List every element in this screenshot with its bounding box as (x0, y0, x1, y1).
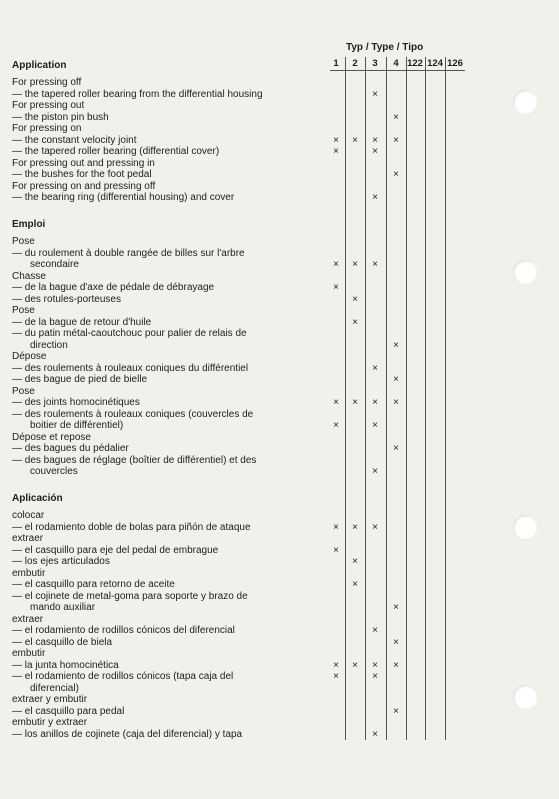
binder-hole (513, 685, 537, 709)
table-row-label: For pressing off (12, 77, 82, 88)
table-row-label: — el casquillo para eje del pedal de embrague (12, 544, 219, 556)
table-row-label: — du patin métal-caoutchouc pour palier de relais de (12, 328, 247, 339)
type-column-126: 126 (447, 58, 463, 69)
section-heading: Aplicación (12, 493, 63, 504)
applicability-mark: × (393, 705, 399, 717)
applicability-mark: × (372, 521, 378, 533)
table-row-label: — the constant velocity joint (12, 134, 137, 146)
applicability-mark: × (393, 602, 399, 613)
applicability-mark: × (352, 293, 358, 305)
applicability-mark: × (393, 169, 399, 180)
applicability-mark: × (372, 88, 378, 100)
applicability-mark: × (372, 420, 378, 431)
applicability-mark: × (393, 374, 399, 385)
applicability-mark: × (372, 625, 378, 636)
table-row-label: colocar (12, 510, 45, 521)
table-row-label: — des roulements à rouleaux coniques (couvercles de (12, 408, 254, 420)
type-column-124: 124 (427, 58, 443, 69)
applicability-mark: × (333, 282, 339, 293)
table-row-label: For pressing out (12, 100, 85, 111)
type-column-header: Typ / Type / Tipo (346, 42, 424, 53)
table-row-label: — des bagues du pédalier (12, 443, 129, 454)
table-row-label: — des bague de pied de bielle (12, 374, 148, 385)
applicability-mark: × (372, 728, 378, 740)
table-row-label: — des bagues de réglage (boîtier de différentiel) et des (12, 454, 257, 466)
applicability-mark: × (333, 397, 339, 408)
table-row-label: mando auxiliar (30, 602, 96, 613)
applicability-mark: × (333, 420, 339, 431)
binder-hole (513, 515, 537, 539)
table-row-label: For pressing on (12, 123, 82, 134)
table-row-label: embutir y extraer (12, 717, 88, 728)
column-divider (406, 57, 407, 740)
table-row-label: — los anillos de cojinete (caja del diferencial) y tapa (12, 728, 243, 740)
table-row-label: — the bearing ring (differential housing) and cover (12, 192, 235, 203)
table-row-label: — the tapered roller bearing from the differential housing (12, 88, 263, 100)
applicability-mark: × (352, 134, 358, 146)
table-row-label: — el cojinete de metal-goma para soporte y brazo de (12, 590, 248, 602)
type-column-4: 4 (393, 58, 399, 69)
binder-hole (513, 90, 537, 114)
section-heading: Emploi (12, 219, 46, 230)
applicability-mark: × (352, 579, 358, 590)
applicability-mark: × (352, 659, 358, 671)
applicability-mark: × (393, 134, 399, 146)
column-divider (425, 57, 426, 740)
table-row-label: — des roulements à rouleaux coniques du différentiel (12, 362, 249, 374)
applicability-mark: × (393, 659, 399, 671)
table-row-label: secondaire (30, 259, 79, 270)
applicability-mark: × (372, 466, 378, 477)
table-row-label: — des joints homocinétiques (12, 397, 140, 408)
applicability-mark: × (372, 362, 378, 374)
table-row-label: Pose (12, 385, 35, 397)
type-column-numbers (0, 58, 559, 70)
table-row-label: Dépose et repose (12, 431, 91, 443)
table-row-label: — de la bague de retour d'huile (12, 316, 152, 328)
applicability-mark: × (333, 134, 339, 146)
applicability-mark: × (333, 259, 339, 270)
table-row-label: — el casquillo de biela (12, 636, 113, 648)
applicability-mark: × (333, 544, 339, 556)
table-row-label: — el casquillo para pedal (12, 705, 125, 717)
applicability-mark: × (372, 659, 378, 671)
applicability-mark: × (372, 134, 378, 146)
applicability-mark: × (393, 111, 399, 123)
table-row-label: — el rodamiento doble de bolas para piñón de ataque (12, 521, 251, 533)
table-row-label: embutir (12, 648, 46, 659)
type-column-2: 2 (352, 58, 358, 69)
applicability-mark: × (333, 521, 339, 533)
type-column-3: 3 (372, 58, 378, 69)
table-row-label: Chasse (12, 270, 46, 282)
applicability-mark: × (393, 636, 399, 648)
table-row-label: embutir (12, 567, 46, 579)
type-column-1: 1 (333, 58, 339, 69)
table-row-label: For pressing out and pressing in (12, 157, 155, 169)
applicability-mark: × (372, 671, 378, 682)
table-row-label: extraer (12, 533, 44, 544)
table-row-label: — la junta homocinética (12, 659, 119, 671)
applicability-mark: × (393, 397, 399, 408)
table-row-label: diferencial) (30, 682, 79, 694)
table-row-label: Pose (12, 305, 35, 316)
applicability-mark: × (352, 316, 358, 328)
table-row-label: — de la bague d'axe de pédale de débrayage (12, 282, 215, 293)
table-row-label: — el casquillo para retorno de aceite (12, 579, 175, 590)
applicability-mark: × (372, 259, 378, 270)
table-row-label: couvercles (30, 466, 78, 477)
binder-hole (513, 260, 537, 284)
applicability-mark: × (352, 397, 358, 408)
applicability-mark: × (352, 259, 358, 270)
table-row-label: — des rotules-porteuses (12, 293, 121, 305)
table-row-label: direction (30, 339, 68, 351)
applicability-mark: × (352, 521, 358, 533)
table-row-label: boitier de différentiel) (30, 420, 124, 431)
column-divider (445, 57, 446, 740)
applicability-mark: × (372, 397, 378, 408)
type-column-122: 122 (407, 58, 423, 69)
table-row-label: — el rodamiento de rodillos cónicos del diferencial (12, 625, 235, 636)
table-row-label: extraer (12, 613, 44, 625)
table-row-label: Dépose (12, 351, 47, 362)
table-row-label: extraer y embutir (12, 694, 88, 705)
section-heading: Application (12, 60, 67, 71)
table-row-label: — el rodamiento de rodillos cónicos (tapa caja del (12, 671, 234, 682)
applicability-mark: × (372, 146, 378, 157)
table-row-label: — the piston pin bush (12, 111, 109, 123)
table-row-label: — los ejes articulados (12, 556, 110, 567)
applicability-mark: × (393, 339, 399, 351)
applicability-mark: × (372, 192, 378, 203)
table-row-label: — the tapered roller bearing (differential cover) (12, 146, 220, 157)
table-row-label: Pose (12, 236, 35, 247)
table-row-label: For pressing on and pressing off (12, 180, 156, 192)
table-row-label: — the bushes for the foot pedal (12, 169, 152, 180)
applicability-mark: × (393, 443, 399, 454)
table-row-label: — du roulement à double rangée de billes sur l'arbre (12, 247, 245, 259)
applicability-mark: × (352, 556, 358, 567)
applicability-mark: × (333, 671, 339, 682)
applicability-mark: × (333, 659, 339, 671)
applicability-mark: × (333, 146, 339, 157)
